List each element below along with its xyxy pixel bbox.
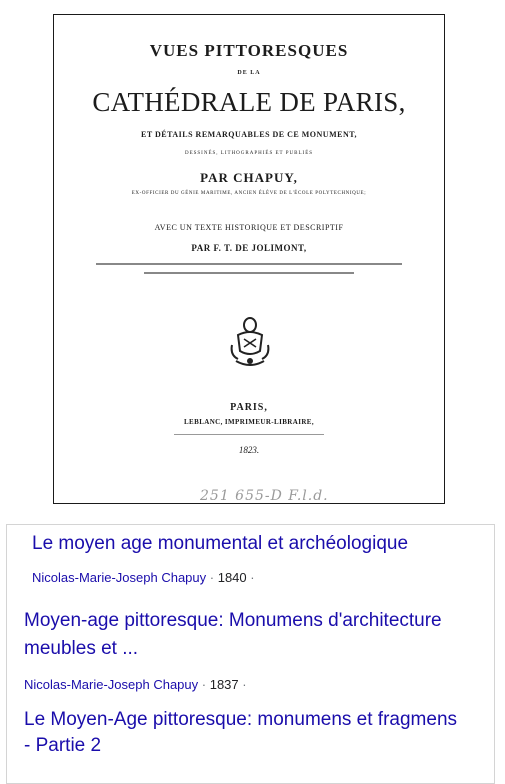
handwritten-shelfmark: 251 655-D F.l.d.	[200, 488, 329, 504]
meta-separator: ·	[242, 677, 247, 692]
scan-fine-print	[174, 434, 324, 435]
printer-emblem-icon	[228, 315, 272, 369]
book-cover-image[interactable]	[53, 14, 445, 504]
scan-publisher: LEBLANC, IMPRIMEUR-LIBRAIRE,	[183, 418, 314, 426]
result-title-link-cont[interactable]: meubles et ...	[24, 638, 139, 659]
scan-text-credit: AVEC UN TEXTE HISTORIQUE ET DESCRIPTIF	[154, 223, 344, 232]
scan-small-line: DE LA	[237, 70, 261, 76]
result-title-link[interactable]: Le moyen age monumental et archéologique	[32, 533, 409, 554]
scan-author: PAR CHAPUY,	[200, 170, 298, 185]
meta-separator: ·	[201, 677, 210, 692]
result-year: 1837	[209, 677, 239, 692]
scan-main-title: CATHÉDRALE DE PARIS,	[92, 87, 406, 117]
scan-co-author: PAR F. T. DE JOLIMONT,	[191, 243, 307, 253]
scan-subtitle: ET DÉTAILS REMARQUABLES DE CE MONUMENT,	[141, 130, 357, 139]
scan-fine-print	[144, 272, 354, 274]
result-title-link[interactable]: Moyen-age pittoresque: Monumens d'architecture	[24, 610, 442, 631]
scan-small-line: DESSINÉS, LITHOGRAPHIÉS ET PUBLIÉS	[184, 151, 314, 156]
scan-year: 1823.	[238, 445, 260, 455]
meta-separator: ·	[250, 570, 255, 585]
scan-author-credentials: EX-OFFICIER DU GÉNIE MARITIME, ANCIEN ÉLÈVE DE L'ÉCOLE POLYTECHNIQUE;	[131, 191, 367, 196]
result-title-link-cont[interactable]: - Partie 2	[24, 735, 102, 756]
result-title-wrap[interactable]	[24, 708, 490, 768]
related-books-list	[6, 524, 495, 784]
scan-city: PARIS,	[230, 402, 268, 413]
result-title-link[interactable]: Le Moyen-Age pittoresque: monumens et fragmens	[24, 709, 458, 730]
scan-fine-print	[96, 263, 402, 265]
result-meta	[24, 677, 247, 692]
meta-separator: ·	[209, 570, 218, 585]
result-author-link[interactable]: Nicolas-Marie-Joseph Chapuy	[32, 570, 207, 585]
result-meta	[32, 570, 255, 585]
result-author-link[interactable]: Nicolas-Marie-Joseph Chapuy	[24, 677, 199, 692]
scan-title-line: VUES PITTORESQUES	[149, 41, 349, 60]
result-year: 1840	[217, 570, 247, 585]
result-title-wrap[interactable]	[24, 609, 460, 663]
